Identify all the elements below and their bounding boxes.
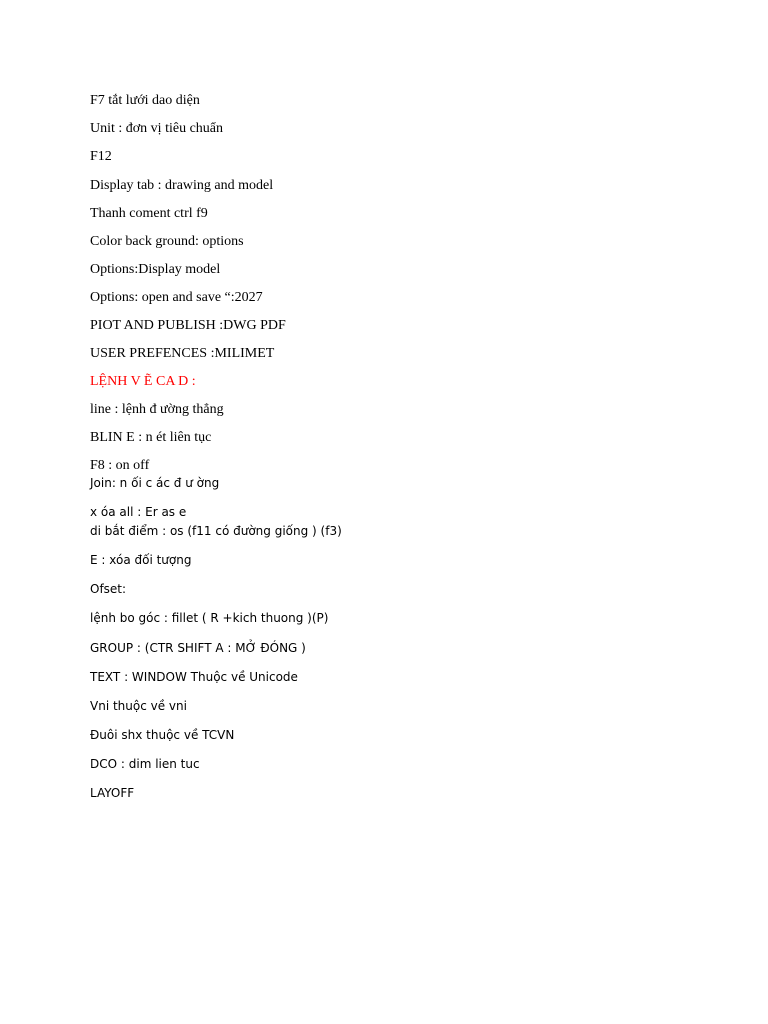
note-line-23: Vni thuộc về vni <box>90 699 187 713</box>
note-line-2: Unit : đơn vị tiêu chuẩn <box>90 121 223 136</box>
note-line-19: Ofset: <box>90 582 127 596</box>
note-line-4: Display tab : drawing and model <box>90 178 274 193</box>
note-line-12: line : lệnh đ ường thẳng <box>90 402 224 417</box>
note-line-5: Thanh coment ctrl f9 <box>90 206 208 221</box>
note-line-21: GROUP : (CTR SHIFT A : MỞ ĐÓNG ) <box>90 641 306 655</box>
note-line-22: TEXT : WINDOW Thuộc về Unicode <box>90 670 298 684</box>
note-line-18: E : xóa đối tượng <box>90 553 192 567</box>
note-line-17: di bắt điểm : os (f11 có đường giống ) (f3) <box>90 524 342 538</box>
note-line-3: F12 <box>90 149 112 164</box>
note-line-16: x óa all : Er as e <box>90 505 187 519</box>
note-line-9: PIOT AND PUBLISH :DWG PDF <box>90 318 286 333</box>
section-heading: LỆNH V Ẽ CA D : <box>90 374 196 389</box>
note-line-14: F8 : on off <box>90 458 150 473</box>
note-line-7: Options:Display model <box>90 262 221 277</box>
note-line-8: Options: open and save “:2027 <box>90 290 263 305</box>
note-line-15: Join: n ối c ác đ ư ờng <box>90 476 220 490</box>
note-line-26: LAYOFF <box>90 786 135 800</box>
note-line-1: F7 tắt lưới dao diện <box>90 93 200 108</box>
note-line-6: Color back ground: options <box>90 234 244 249</box>
note-line-25: DCO : dim lien tuc <box>90 757 200 771</box>
note-line-10: USER PREFENCES :MILIMET <box>90 346 275 361</box>
note-line-24: Đuôi shx thuộc về TCVN <box>90 728 235 742</box>
note-line-13: BLIN E : n ét liên tục <box>90 430 212 445</box>
note-line-20: lệnh bo góc : fillet ( R +kich thuong )(P) <box>90 611 329 625</box>
